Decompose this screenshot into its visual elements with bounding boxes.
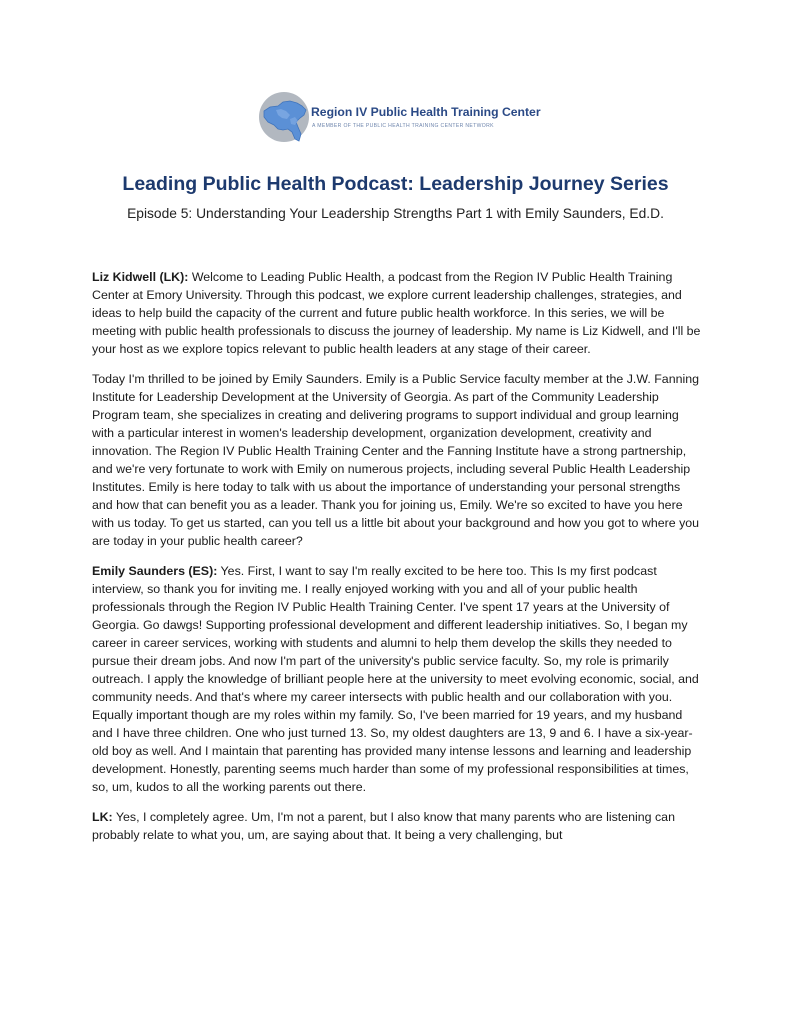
paragraph-text: Welcome to Leading Public Health, a podcast from the Region IV Public Health Training Center at Emory University. Through this podcast, we explore current leadership challenges, strategies, and ideas to help build the capacity of the current and future public health workforce. In this series, we will be meeting with public health professionals to discuss the journey of leadership. My name is Liz Kidwell, and I'll be your host as we explore topics relevant to public health leaders at any stage of their career. [92, 270, 701, 356]
transcript-paragraph [92, 808, 704, 844]
speaker-label: Liz Kidwell (LK): [92, 270, 189, 284]
page-title: Leading Public Health Podcast: Leadership Journey Series [122, 173, 669, 195]
transcript-paragraph [92, 562, 704, 796]
transcript-paragraph [92, 370, 704, 550]
transcript-body [92, 268, 704, 856]
paragraph-text: Yes, I completely agree. Um, I'm not a parent, but I also know that many parents who are listening can probably relate to what you, um, are saying about that. It being a very challenging, but [92, 810, 675, 842]
episode-subtitle: Episode 5: Understanding Your Leadership Strengths Part 1 with Emily Saunders, Ed.D. [127, 206, 664, 221]
paragraph-text: Today I'm thrilled to be joined by Emily Saunders. Emily is a Public Service faculty member at the J.W. Fanning Institute for Leadership Development at the University of Georgia. As part of the Community Leadership Program team, she specializes in creating and delivering programs to support individual and group learning with a particular interest in women's leadership development, organization development, creativity and innovation. The Region IV Public Health Training Center and the Fanning Institute have a strong partnership, and we're very fortunate to work with Emily on numerous projects, including several Public Health Leadership Institutes. Emily is here today to talk with us about the importance of understanding your personal strengths and how that can benefit you as a leader. Thank you for joining us, Emily. We're so excited to have you here with us today. To get us started, can you tell us a little bit about your background and how you got to where you are today in your public health career? [92, 372, 700, 548]
logo-tagline: A MEMBER OF THE PUBLIC HEALTH TRAINING CENTER NETWORK [312, 123, 494, 129]
logo-title: Region IV Public Health Training Center [311, 105, 541, 119]
region-iv-logo [256, 89, 546, 151]
speaker-label: Emily Saunders (ES): [92, 564, 218, 578]
speaker-label: LK: [92, 810, 113, 824]
paragraph-text: Yes. First, I want to say I'm really excited to be here too. This Is my first podcast interview, so thank you for inviting me. I really enjoyed working with you and all of your public health professionals through the Region IV Public Health Training Center. I've spent 17 years at the University of Georgia. Go dawgs! Supporting professional development and different leadership initiatives. So, I began my career in career services, working with students and alumni to help them develop the skills they needed to pursue their dream jobs. And now I'm part of the university's public service faculty. So, my role is primarily outreach. I apply the knowledge of brilliant people here at the university to meet evolving economic, social, and community needs. And that's where my career intersects with public health and our collaboration with you. Equally important though are my roles within my family. So, I've been married for 19 years, and my husband and I have three children. One who just turned 13. So, my oldest daughters are 13, 9 and 6. I have a six-year-old boy as well. And I maintain that parenting has provided many intense lessons and learning and leadership development. Honestly, parenting seems much harder than some of my professional responsibilities at times, so, um, kudos to all the working parents out there. [92, 564, 699, 794]
map-globe-icon [256, 89, 316, 151]
transcript-paragraph [92, 268, 704, 358]
